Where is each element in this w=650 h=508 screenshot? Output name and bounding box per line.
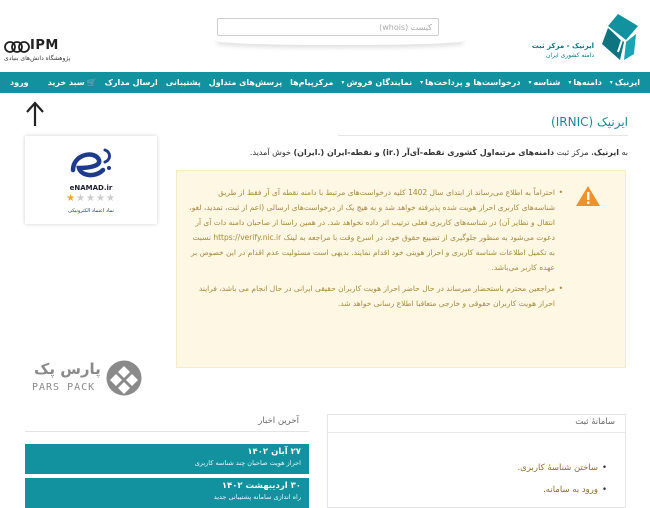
nav-requests-payments[interactable] <box>416 78 524 87</box>
registry-panel <box>327 414 626 508</box>
notice-box <box>176 170 626 368</box>
parspack-logo-icon <box>106 360 142 396</box>
news-date: ۲۷ آبان ۱۴۰۲ <box>247 447 301 457</box>
enamad-badge[interactable] <box>25 136 157 224</box>
nav-resellers[interactable] <box>337 78 416 87</box>
news-heading: آخرین اخبار <box>258 416 299 426</box>
caret-down-icon: ▾ <box>609 79 613 86</box>
nav-support[interactable] <box>162 78 205 87</box>
parspack-fa-text: پارس پک <box>34 360 101 378</box>
news-date: ۳۰ اردیبهشت ۱۴۰۲ <box>221 481 301 491</box>
ipm-logo[interactable] <box>4 38 94 68</box>
nav-message-center[interactable] <box>286 78 337 87</box>
star-empty-icon: ★★★★ <box>76 193 116 204</box>
whois-search-input[interactable] <box>218 19 438 35</box>
news-description: راه اندازی سامانه پشتیبانی جدید <box>213 493 301 501</box>
nav-label: ورود <box>10 78 29 87</box>
caret-down-icon: ▾ <box>420 79 424 86</box>
irnic-subtitle: دامنه کشوری ایران <box>545 52 594 59</box>
intro-bold: دامنه‌های مرتبه‌اول کشوری نقطه-آی‌آر (.ir) و نقطه-ایران (.ایران) <box>293 148 555 157</box>
nav-label: ارسال مدارک <box>104 78 158 87</box>
nav-label: نمایندگان فروش <box>346 78 413 87</box>
nav-label: درخواست‌ها و پرداخت‌ها <box>425 78 521 87</box>
nav-label: سبد خرید <box>47 78 85 87</box>
enamad-logo-icon <box>65 144 117 184</box>
registry-heading-bar <box>328 415 625 433</box>
enamad-caption: نماد اعتماد الکترونیکی <box>68 208 114 214</box>
notice-item: • احتراماً به اطلاع می‌رساند از ابتدای سال 1402 کلیه درخواست‌های مرتبط با دامنه نقطه آی آر فقط از طریق شناسه‌های کاربری احراز هویت شده پذیرفته خواهد شد و به هیچ یک از درخواست‌های ارسالی (اعم از ثبت، تمدید، لغو، انتقال و نظایر آن) در شناسه‌های کاربری فعلی ترتیب اثر داده نخواهد شد. در همین راستا از صاحبان دامنه دات آی آر دعوت می‌شود به منظور جلوگیری از تضییع حقوق خود، در اسرع وقت با مراجعه به لینک https://verify.nic.ir نسبت به تکمیل اطلاعات شناسه کاربری و احراز هویتی خود اقدام نمایند. بدیهی است مسئولیت عدم اقدام در این خصوص بر عهده کاربر می‌باشد. <box>185 185 563 275</box>
ipm-subtitle: پژوهشگاه دانش‌های بنیادی <box>4 55 71 62</box>
ipm-logo-text: IPM <box>30 38 59 53</box>
nav-label: پشتیبانی <box>165 78 201 87</box>
intro-mid: ، مرکز ثبت <box>556 148 594 157</box>
parspack-logo <box>30 358 142 398</box>
intro-suffix: خوش آمدید. <box>249 148 291 157</box>
nav-domains[interactable] <box>564 78 605 87</box>
nav-label: شناسه <box>533 78 561 87</box>
registry-links <box>517 457 607 501</box>
create-account-link[interactable]: • ساختن شناسهٔ کاربری. <box>517 457 607 479</box>
notice-item: • مراجعین محترم باستحضار میرساند در حال حاضر احراز هویت کاربران حقیقی ایرانی در حال انجام می باشد، فرایند احراز هویت کاربران حقوقی و خارجی متعاقبا اطلاع رسانی خواهد شد. <box>185 281 563 311</box>
news-item[interactable] <box>25 478 309 508</box>
search-shadow <box>217 37 463 45</box>
intro-text <box>208 147 628 159</box>
news-description: احراز هویت صاحبان چند شناسه کاربری <box>194 459 301 467</box>
nav-irnic[interactable] <box>606 78 644 87</box>
nav-label: پرسش‌های متداول <box>208 78 283 87</box>
star-filled-icon: ★ <box>66 193 77 204</box>
cart-icon: 🛒 <box>86 78 97 87</box>
warning-icon <box>575 185 601 207</box>
enamad-name: eNAMAD.ir <box>69 184 113 192</box>
intro-prefix: به <box>621 148 628 157</box>
ipm-rings-icon <box>4 40 30 54</box>
irnic-logo-icon <box>598 14 638 62</box>
nav-send-documents[interactable] <box>101 78 162 87</box>
parspack-en-text: PARS PACK <box>32 382 96 393</box>
nav-label: مرکزپیام‌ها <box>290 78 334 87</box>
enamad-rating <box>25 193 157 204</box>
main-navbar <box>0 72 650 93</box>
login-link[interactable]: • ورود به سامانه. <box>517 479 607 501</box>
news-item[interactable] <box>25 444 309 474</box>
notice-list <box>185 185 563 317</box>
nav-cart[interactable] <box>44 78 101 87</box>
nav-label: ایرنیک <box>614 78 640 87</box>
caret-down-icon: ▾ <box>568 79 572 86</box>
news-heading-bar <box>25 414 309 432</box>
caret-down-icon: ▾ <box>528 79 532 86</box>
registry-heading: سامانهٔ ثبت <box>575 417 615 427</box>
page-title: ایرنیک (IRNIC) <box>551 115 628 129</box>
irnic-logo[interactable] <box>528 14 638 66</box>
nav-login[interactable] <box>6 78 33 87</box>
intro-brand: ایرنیک <box>593 148 619 157</box>
title-divider <box>338 135 628 136</box>
whois-search-box[interactable] <box>217 18 439 36</box>
site-header <box>0 0 650 72</box>
arrow-up-icon <box>25 101 45 127</box>
irnic-title: ایرنیک - مرکز ثبت <box>531 42 594 50</box>
nav-handle[interactable] <box>524 78 564 87</box>
caret-down-icon: ▾ <box>341 79 345 86</box>
nav-label: دامنه‌ها <box>573 78 602 87</box>
nav-faq[interactable] <box>205 78 286 87</box>
